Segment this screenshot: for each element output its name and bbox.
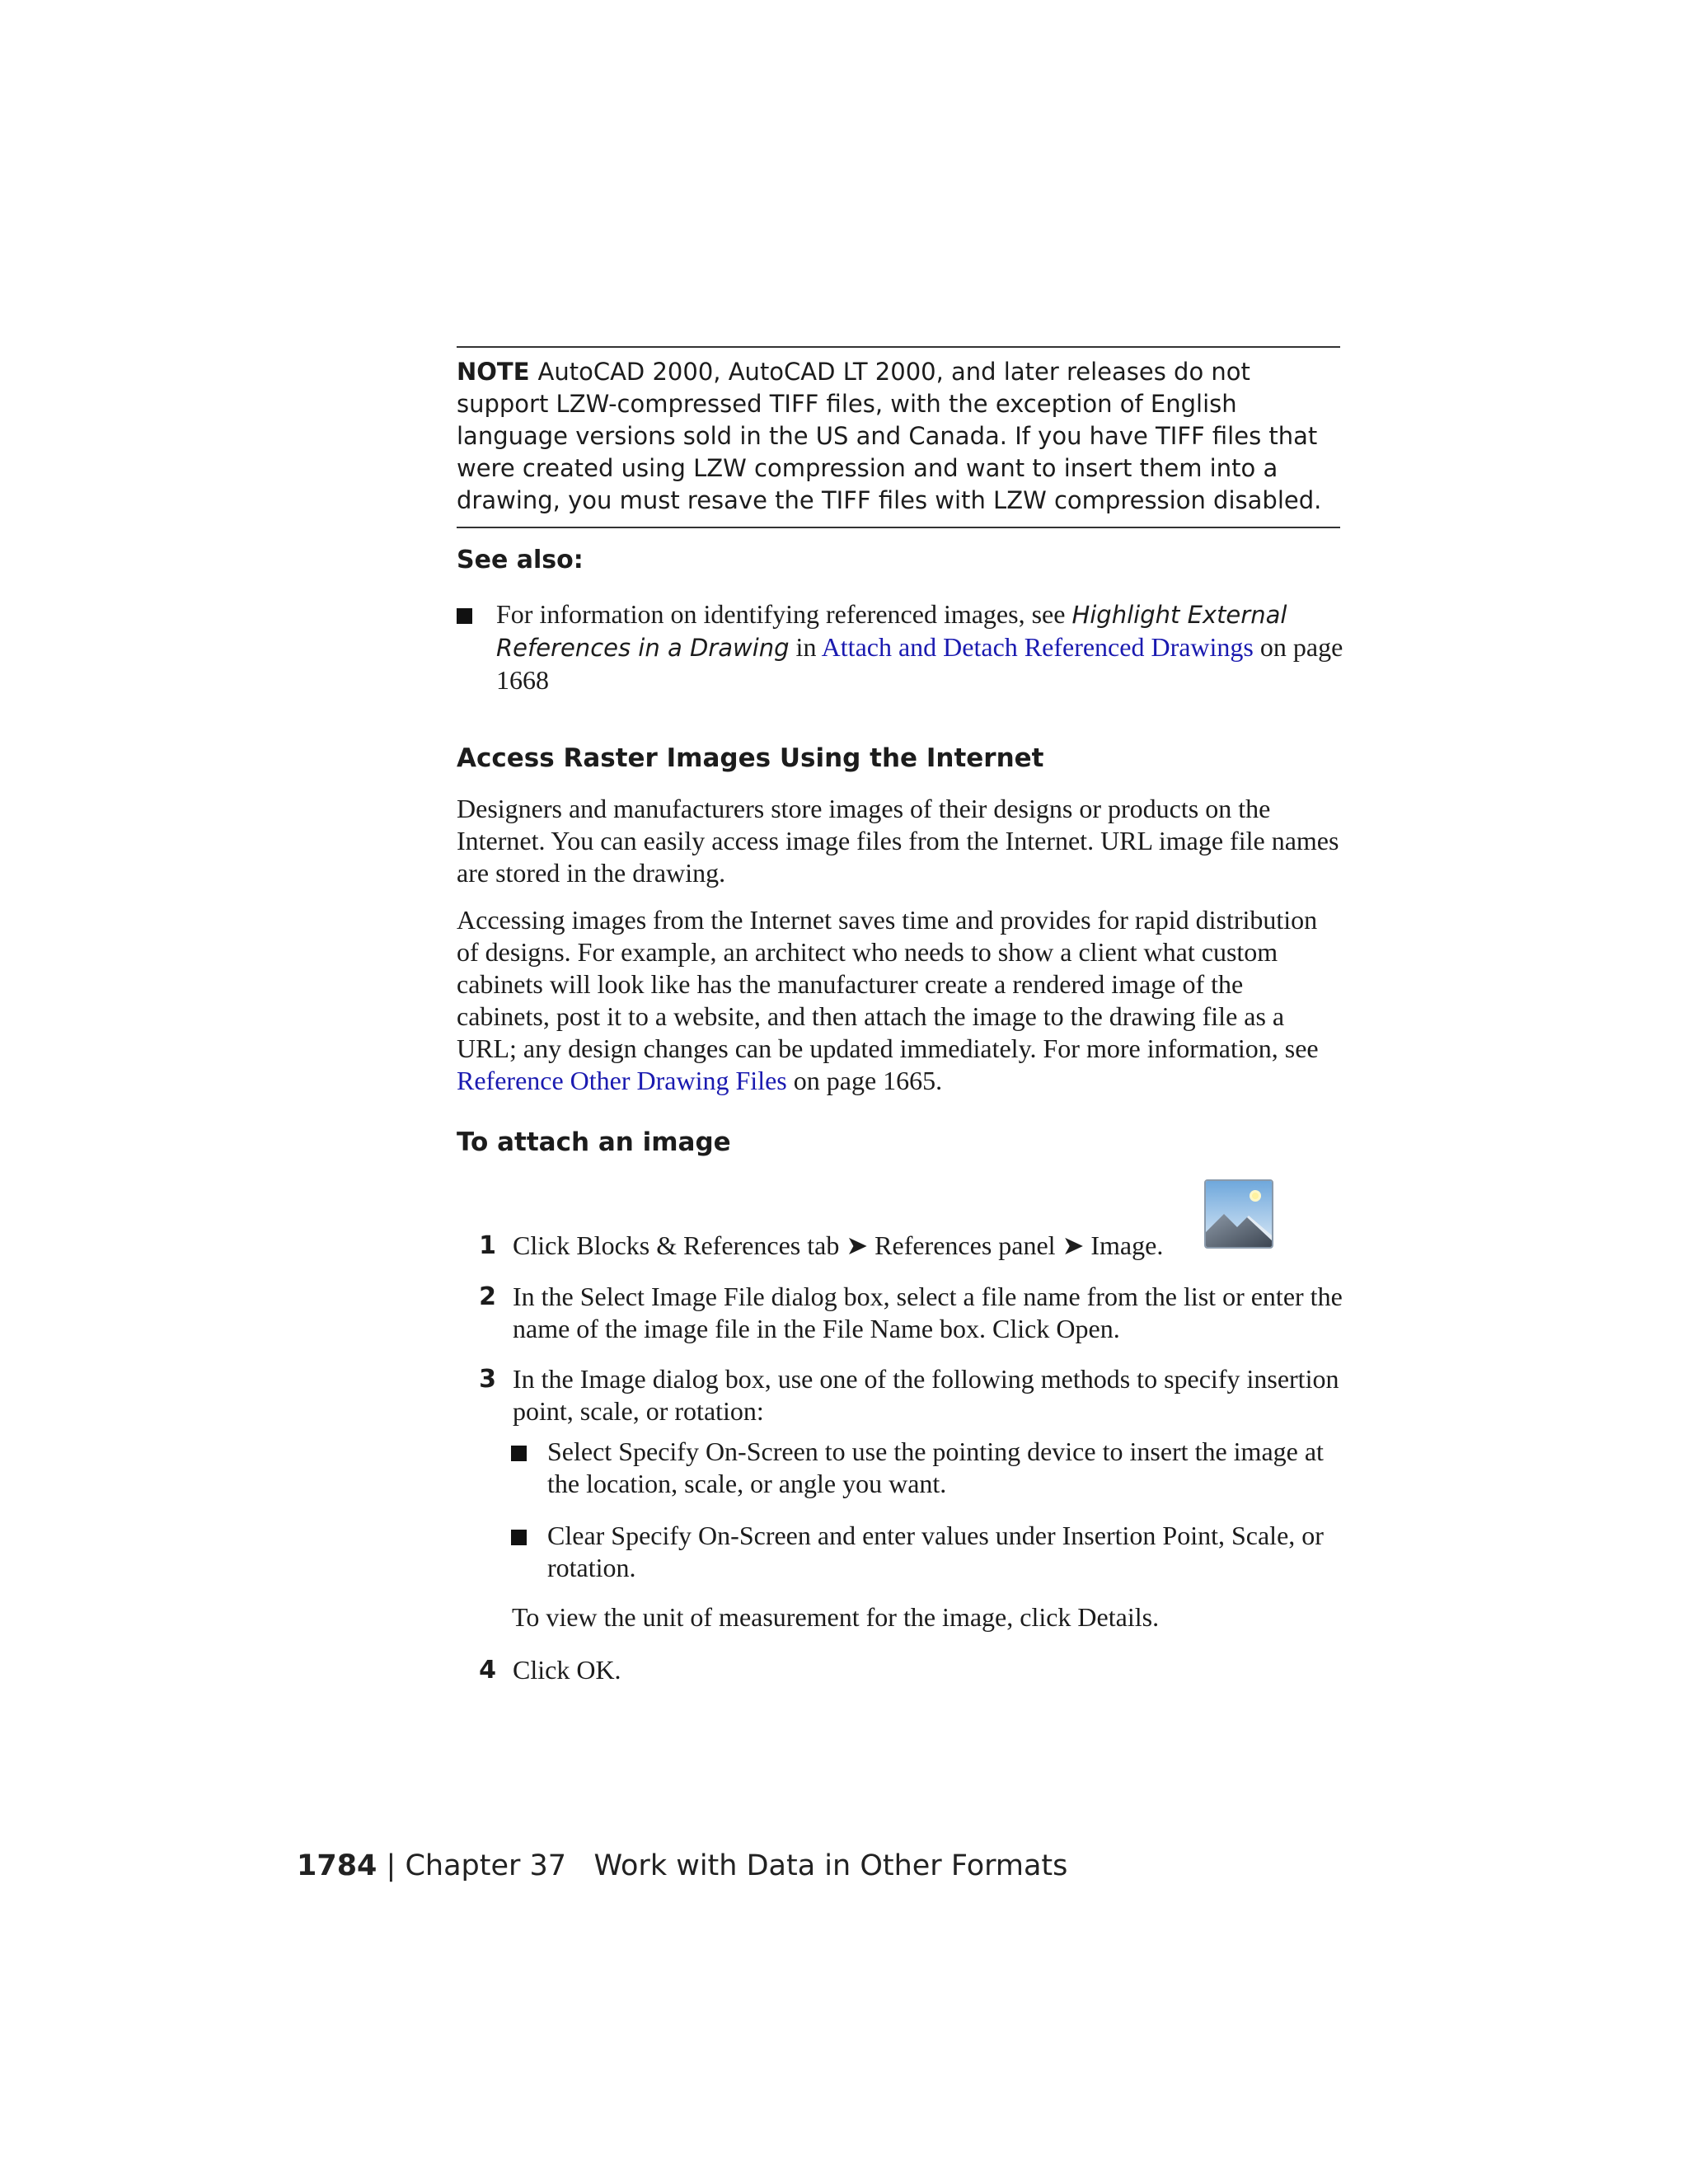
access-paragraph-2 (457, 904, 1343, 1097)
step-4 (457, 1654, 1343, 1686)
sub-bullet-item (511, 1520, 1339, 1584)
step-text: In the Image dialog box, use one of the following methods to specify insertion point, scale, or rotation: (513, 1364, 1339, 1426)
step-1 (457, 1230, 1343, 1262)
step-3 (457, 1363, 1343, 1427)
footer-separator: | (377, 1849, 406, 1882)
see-also-heading: See also: (457, 546, 584, 574)
square-bullet-icon (457, 608, 472, 624)
step-text: Click Blocks & References tab ➤ References panel ➤ Image. (513, 1230, 1164, 1260)
step-number: 3 (479, 1365, 496, 1394)
access-paragraph-1: Designers and manufacturers store images of their designs or products on the Internet. You can easily access image files from the Internet. URL image file names are stored in the drawing. (457, 794, 1339, 888)
step-text: Click OK. (513, 1655, 621, 1685)
step-text: In the Select Image File dialog box, select a file name from the list or enter the name of the image file in the File Name box. Click Open. (513, 1282, 1343, 1343)
see-also-suffix: on page 1668 (496, 632, 1343, 695)
step-2 (457, 1281, 1343, 1345)
note-text: AutoCAD 2000, AutoCAD LT 2000, and later releases do not support LZW-compressed TIFF files, with the exception of English language versions sold in the US and Canada. If you have TIFF files that were created using LZW compression and want to insert them into a drawing, you must resave the TIFF files with LZW compression disabled. (457, 358, 1322, 514)
see-also-item (457, 598, 1358, 696)
section-heading-attach: To attach an image (457, 1127, 731, 1157)
step-number: 1 (479, 1231, 496, 1260)
sub-bullet-text: Select Specify On-Screen to use the pointing device to insert the image at the location, scale, or angle you want. (547, 1436, 1324, 1498)
chapter-label: Chapter 37 (405, 1849, 567, 1882)
sub-bullet-text: Clear Specify On-Screen and enter values under Insertion Point, Scale, or rotation. (547, 1521, 1324, 1582)
page-number: 1784 (297, 1849, 377, 1882)
view-unit-note: To view the unit of measurement for the image, click Details. (512, 1602, 1160, 1632)
attach-detach-link[interactable]: Attach and Detach Referenced Drawings (821, 632, 1254, 662)
see-also-mid: in (789, 632, 822, 662)
section-heading-access: Access Raster Images Using the Internet (457, 743, 1044, 773)
reference-other-files-link[interactable]: Reference Other Drawing Files (457, 1066, 787, 1095)
square-bullet-icon (511, 1530, 527, 1545)
step-number: 4 (479, 1656, 496, 1685)
access-paragraph-2-suffix: on page 1665. (786, 1066, 943, 1095)
see-also-italic: Highlight External References in a Drawing (496, 601, 1287, 662)
access-paragraph-2-text: Accessing images from the Internet saves time and provides for rapid distribution of designs. For example, an architect who needs to show a client what custom cabinets will look like has the manufacturer create a rendered image of the cabinets, post it to a website, and then attach the image to the drawing file as a URL; any design changes can be updated immediately. For more information, see (457, 905, 1319, 1063)
square-bullet-icon (511, 1446, 527, 1461)
sub-bullet-item (511, 1436, 1339, 1500)
page-footer (297, 1849, 1067, 1882)
note-label: NOTE (457, 358, 530, 386)
note-box (457, 346, 1340, 528)
chapter-title: Work with Data in Other Formats (593, 1849, 1068, 1882)
step-number: 2 (479, 1282, 496, 1311)
see-also-prefix: For information on identifying referenced images, see (496, 599, 1072, 629)
